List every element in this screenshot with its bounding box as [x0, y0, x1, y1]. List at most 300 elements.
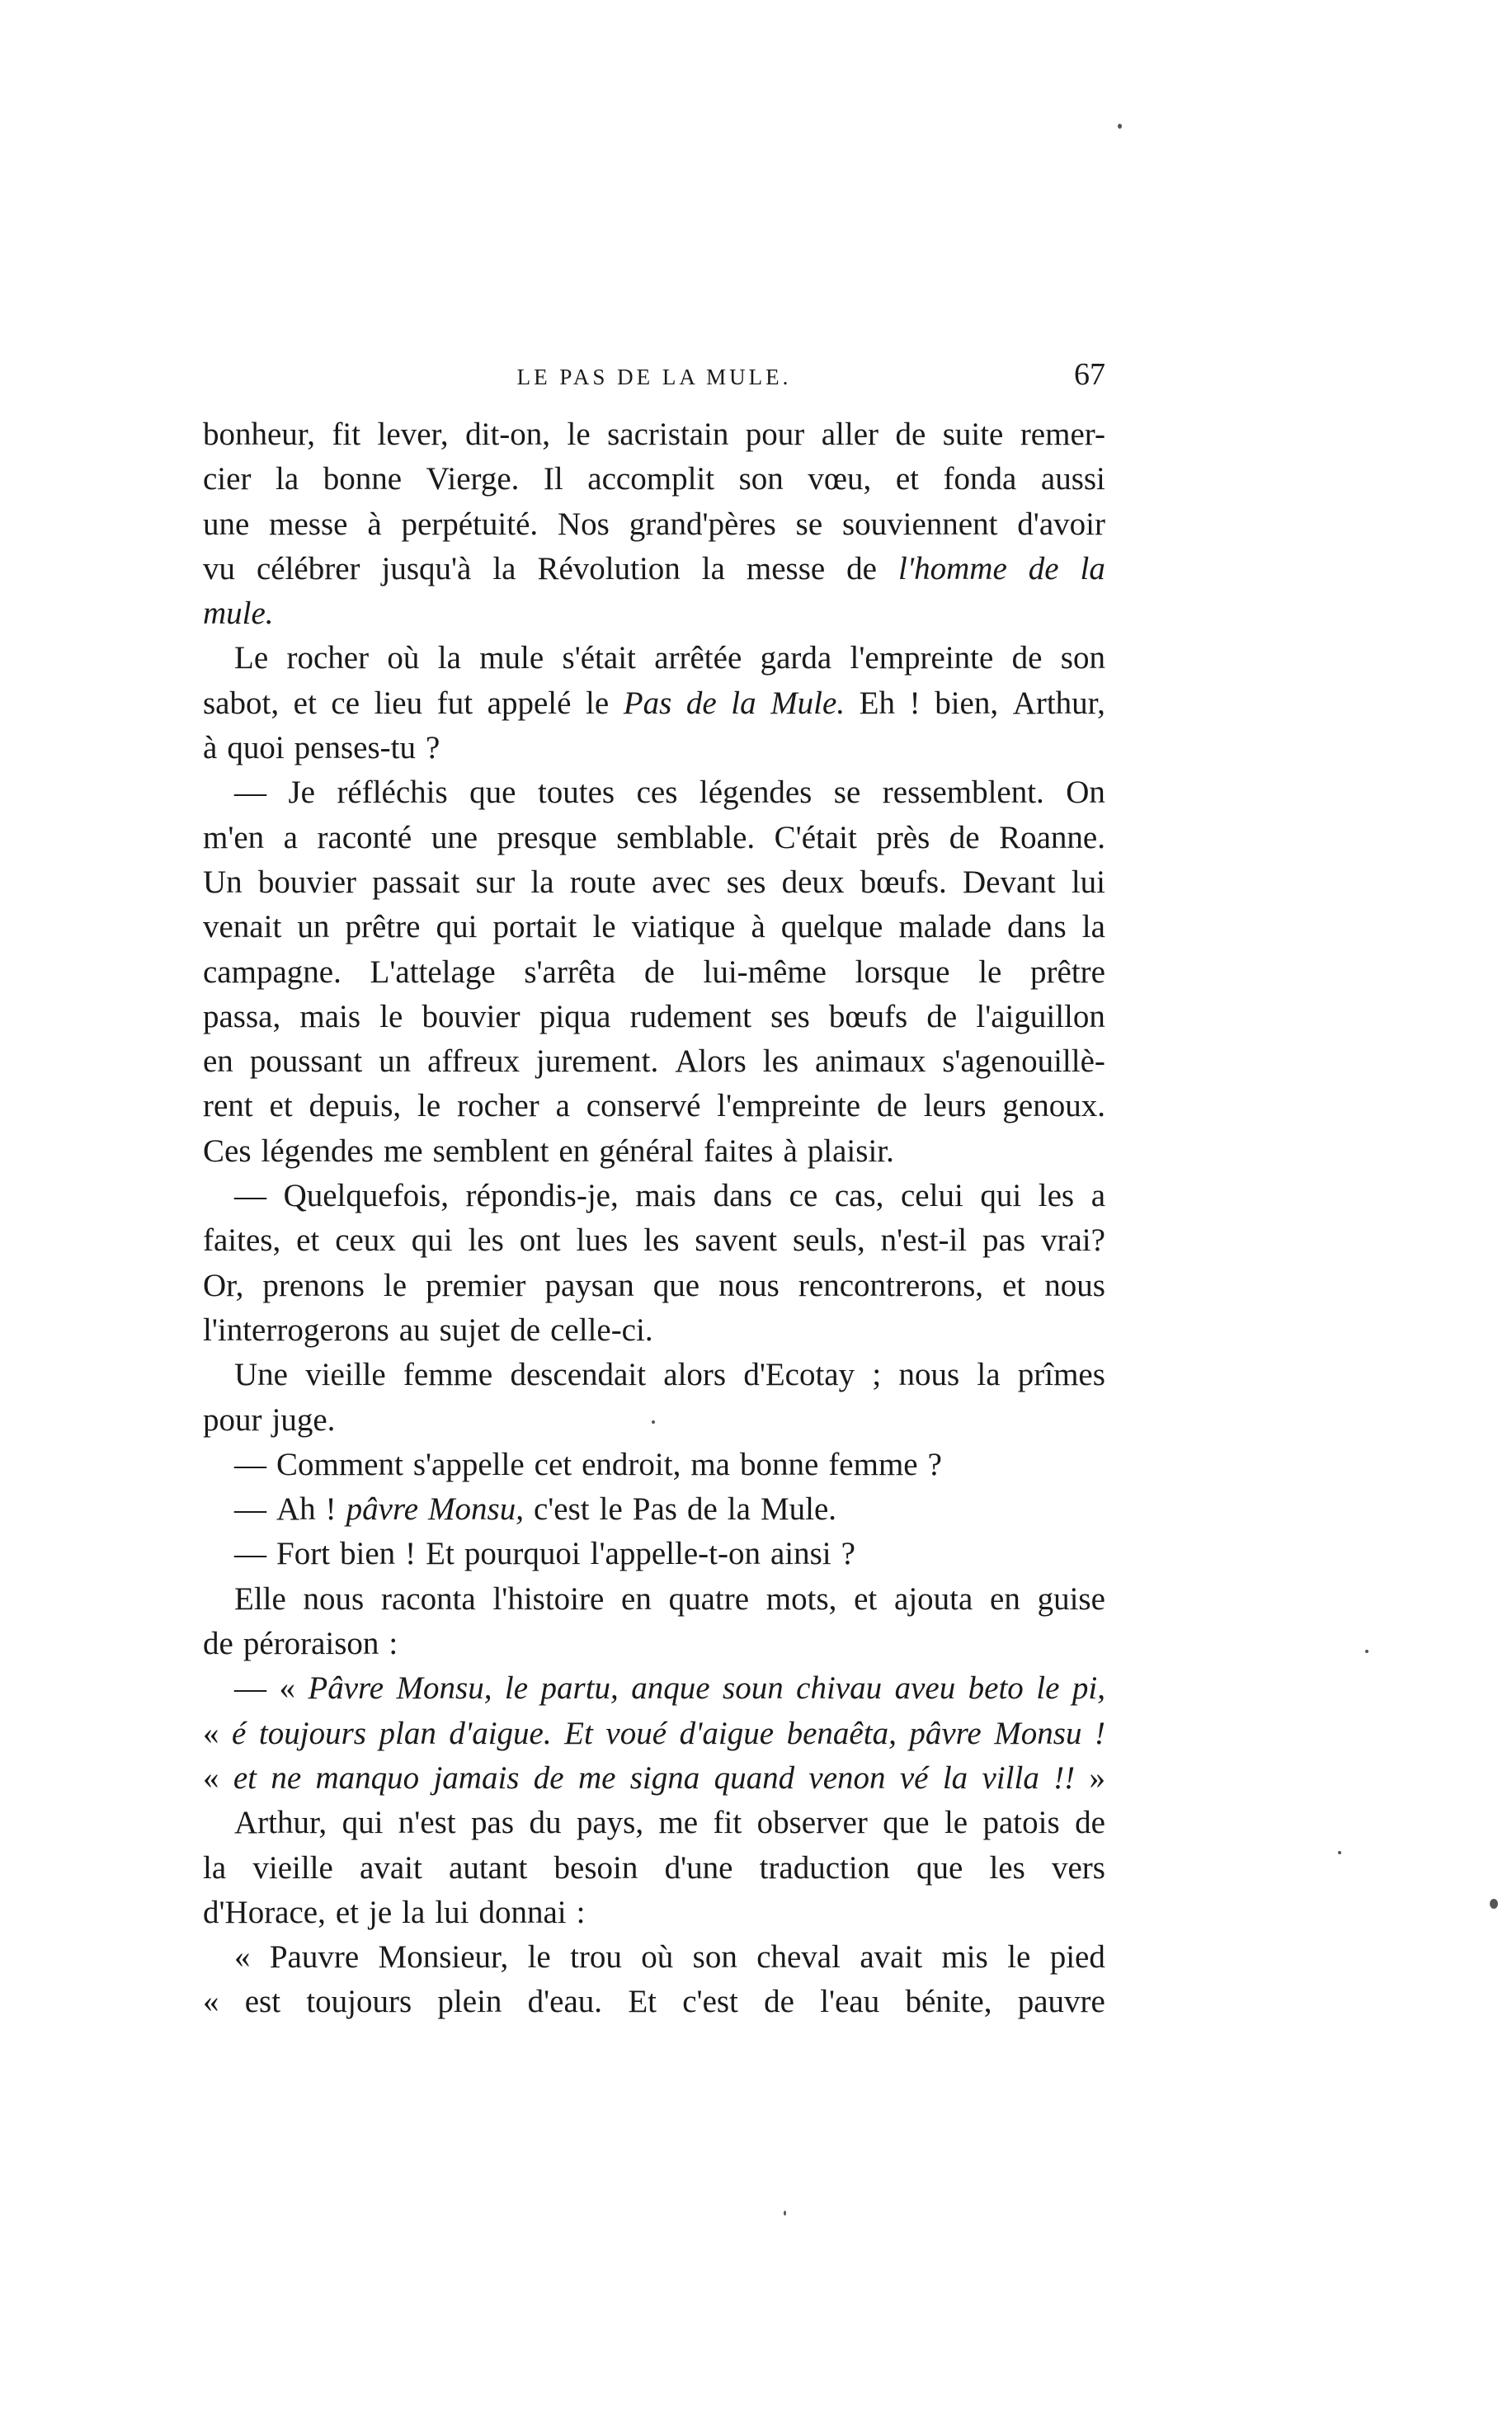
word: mis — [941, 1939, 988, 1976]
word: avait — [360, 1849, 422, 1886]
word: bonheur, — [203, 417, 315, 452]
word: le — [417, 1088, 441, 1124]
word: Et — [426, 1536, 455, 1572]
word: près — [876, 819, 930, 855]
word: m'en — [203, 819, 265, 855]
word: benaêta, — [786, 1715, 897, 1751]
word: appelé — [487, 685, 572, 721]
word: une — [431, 819, 478, 855]
word: l'empreinte — [717, 1088, 861, 1124]
word: toujours — [306, 1984, 412, 2020]
text-line — [203, 1039, 1105, 1084]
word: nous — [898, 1357, 960, 1393]
word: venon — [808, 1759, 886, 1796]
word: ressemblent. — [882, 775, 1044, 811]
word: l'empreinte — [850, 640, 994, 676]
word: à — [367, 506, 382, 542]
word: je — [369, 1894, 393, 1930]
word: Roanne. — [999, 819, 1105, 855]
word: de — [895, 417, 926, 452]
word: On — [1066, 775, 1105, 811]
text-line — [203, 1801, 1105, 1845]
word: arrêtée — [654, 640, 742, 676]
word: Elle — [234, 1580, 286, 1617]
word: messe — [269, 506, 348, 542]
word: alors — [663, 1357, 727, 1393]
word: Et — [628, 1984, 657, 2020]
word: — — [234, 1491, 266, 1528]
word: depuis, — [309, 1088, 402, 1124]
word: lui — [435, 1894, 469, 1930]
word: Arthur, — [234, 1805, 327, 1841]
text-line — [203, 950, 1105, 995]
word: garda — [760, 640, 832, 676]
word: rent — [203, 1088, 253, 1124]
word: Or, — [203, 1267, 244, 1303]
word: Le — [234, 640, 269, 676]
word: prêtre — [1030, 954, 1105, 990]
word: mais — [299, 998, 361, 1034]
word: qui — [411, 1222, 453, 1259]
word: de — [846, 550, 877, 586]
word: la — [437, 640, 461, 676]
word: bouvier — [422, 998, 520, 1034]
word: jurement. — [535, 1043, 659, 1080]
word: c'est — [682, 1984, 738, 2020]
word: le — [1036, 1670, 1060, 1707]
word: ces — [636, 775, 678, 811]
word: le — [944, 1805, 968, 1841]
word: vieille — [252, 1849, 333, 1886]
word: faites, — [203, 1222, 281, 1259]
word: » — [1089, 1759, 1105, 1796]
word: Pas — [632, 1491, 677, 1528]
word: anque — [631, 1670, 710, 1707]
word: que — [469, 775, 516, 811]
word: de — [510, 1312, 541, 1348]
word: lui — [1071, 864, 1105, 900]
text-line — [203, 1846, 1105, 1891]
word: ; — [872, 1357, 882, 1393]
word: de — [1075, 1805, 1105, 1841]
word: accomplit — [587, 461, 715, 497]
word: c'est — [533, 1491, 590, 1528]
word: ! — [909, 685, 921, 721]
word: descendait — [510, 1357, 647, 1393]
word: du — [529, 1805, 562, 1841]
word: voué — [605, 1715, 667, 1751]
word: vu — [203, 550, 235, 586]
word: venait — [203, 909, 282, 945]
word: route — [569, 864, 636, 900]
word: prîmes — [1017, 1357, 1105, 1393]
word: le — [567, 417, 591, 452]
word: remer- — [1020, 417, 1105, 452]
word: perpétuité. — [401, 506, 539, 542]
word: deux — [781, 864, 845, 900]
word: son — [1060, 640, 1105, 676]
word: soun — [723, 1670, 784, 1707]
word: en — [990, 1580, 1020, 1617]
word: ce — [331, 685, 360, 721]
word: a — [1090, 1178, 1105, 1214]
body-text — [203, 412, 1105, 2025]
word: en — [203, 1043, 233, 1080]
word: fut — [436, 685, 473, 721]
word: femme — [828, 1446, 918, 1482]
word: grand'pères — [629, 506, 776, 542]
word: aller — [821, 417, 879, 452]
word: presque — [497, 819, 597, 855]
word: Et — [564, 1715, 593, 1751]
word: ? — [425, 730, 440, 766]
word: dans — [713, 1178, 773, 1214]
word: s'agenouillè- — [942, 1043, 1105, 1080]
word: bonne — [323, 461, 403, 497]
text-line — [203, 1712, 1105, 1756]
word: fonda — [943, 461, 1017, 497]
word: Révolution — [537, 550, 681, 586]
word: passa, — [203, 998, 281, 1034]
word: affreux — [427, 1043, 520, 1080]
word: le — [586, 685, 610, 721]
word: pâvre — [346, 1491, 419, 1528]
word: l'interrogerons — [203, 1312, 389, 1348]
word: — — [234, 1536, 266, 1572]
text-line — [203, 816, 1105, 860]
word: messe — [746, 550, 826, 586]
word: C'était — [774, 819, 857, 855]
word: la — [942, 1759, 968, 1796]
text-line — [203, 726, 1105, 770]
running-title: LE PAS DE LA MULE. — [516, 365, 792, 389]
word: Vierge. — [426, 461, 520, 497]
word: faites — [704, 1133, 774, 1169]
word: aveu — [894, 1670, 956, 1707]
word: plein — [437, 1984, 502, 2020]
word: bien, — [935, 685, 999, 721]
text-line — [203, 1084, 1105, 1128]
word: — — [234, 1446, 266, 1482]
word: Ces — [203, 1133, 252, 1169]
word: et — [854, 1580, 878, 1617]
word: ont — [519, 1222, 561, 1259]
word: campagne. — [203, 954, 341, 990]
word: le — [504, 1670, 529, 1707]
text-line — [203, 591, 1105, 636]
word: ? — [841, 1536, 855, 1572]
word: « — [203, 1715, 219, 1751]
word: la — [727, 1491, 751, 1528]
word: vœu, — [808, 461, 872, 497]
word: « — [234, 1939, 251, 1976]
word: me — [577, 1759, 616, 1796]
word: celui — [900, 1178, 963, 1214]
text-line — [203, 1666, 1105, 1711]
word: besoin — [553, 1849, 638, 1886]
word: à — [751, 909, 765, 945]
word: nous — [718, 1267, 780, 1303]
word: fit — [713, 1805, 742, 1841]
word: d'une — [664, 1849, 733, 1886]
text-line — [203, 412, 1105, 457]
word: bœufs. — [860, 864, 947, 900]
word: pays, — [576, 1805, 644, 1841]
word: é — [232, 1715, 247, 1751]
word: endroit, — [582, 1446, 681, 1482]
word: que — [883, 1805, 930, 1841]
text-line — [203, 1264, 1105, 1308]
word: s'arrêta — [524, 954, 616, 990]
word: et — [895, 461, 919, 497]
word: qui — [341, 1805, 384, 1841]
word: me — [658, 1805, 699, 1841]
word: et — [335, 1894, 360, 1930]
word: piqua — [539, 998, 611, 1034]
text-line — [203, 1532, 1105, 1576]
word: Quelquefois, — [283, 1178, 449, 1214]
word: un — [379, 1043, 412, 1080]
word: de — [644, 954, 675, 990]
word: sabot, — [203, 685, 280, 721]
word: d'aigue — [679, 1715, 775, 1751]
word: lever, — [377, 417, 449, 452]
word: la — [1081, 909, 1105, 945]
word: Monsu, — [428, 1491, 524, 1528]
word: Monsu, — [396, 1670, 492, 1707]
word: ses — [726, 864, 766, 900]
word: bonne — [740, 1446, 819, 1482]
word: et — [269, 1088, 293, 1124]
text-line — [203, 1353, 1105, 1397]
word: : — [389, 1626, 398, 1662]
word: la — [203, 1849, 227, 1886]
word: le — [379, 998, 403, 1034]
word: vieille — [305, 1357, 386, 1393]
word: passait — [372, 864, 460, 900]
word: observer — [756, 1805, 868, 1841]
word: les — [1038, 1178, 1075, 1214]
word: paysan — [544, 1267, 634, 1303]
text-line — [203, 1174, 1105, 1218]
word: d'Horace, — [203, 1894, 326, 1930]
word: le — [1007, 1939, 1031, 1976]
word: bénite, — [905, 1984, 992, 2020]
word: n'est-il — [880, 1222, 968, 1259]
word: cheval — [756, 1939, 841, 1976]
word: que — [652, 1267, 700, 1303]
word: la — [402, 1894, 426, 1930]
word: général — [599, 1133, 694, 1169]
word: où — [641, 1939, 674, 1976]
word: une — [203, 506, 250, 542]
word: leurs — [923, 1088, 987, 1124]
word: l'aiguillon — [976, 998, 1105, 1034]
word: de — [949, 819, 980, 855]
word: le — [599, 1491, 623, 1528]
word: sacristain — [607, 417, 729, 452]
word: de — [533, 1759, 564, 1796]
word: raconté — [317, 819, 412, 855]
word: Il — [543, 461, 563, 497]
word: de — [686, 1491, 718, 1528]
page-number: 67 — [1074, 357, 1105, 392]
text-line — [203, 1308, 1105, 1353]
word: vé — [899, 1759, 929, 1796]
text-line — [203, 995, 1105, 1039]
word: l'histoire — [492, 1580, 605, 1617]
word: son — [738, 461, 784, 497]
text-line — [203, 860, 1105, 905]
word: ? — [927, 1446, 942, 1482]
word: n'est — [398, 1805, 456, 1841]
word: toutes — [537, 775, 615, 811]
word: péroraison — [243, 1626, 379, 1662]
word: lui-même — [703, 954, 827, 990]
text-line — [203, 1622, 1105, 1666]
word: répondis-je, — [465, 1178, 619, 1214]
word: me — [383, 1133, 423, 1169]
word: traduction — [759, 1849, 890, 1886]
word: s'était — [562, 640, 636, 676]
word: ce — [789, 1178, 818, 1214]
word: cier — [203, 461, 252, 497]
word: bien — [340, 1536, 396, 1572]
word: Devant — [962, 864, 1056, 900]
word: ! — [1095, 1715, 1105, 1751]
word: « — [203, 1984, 219, 2020]
word: L'attelage — [370, 954, 496, 990]
word: de — [876, 1088, 907, 1124]
word: celle-ci. — [550, 1312, 653, 1348]
word: partu, — [540, 1670, 619, 1707]
word: lues — [576, 1222, 629, 1259]
text-line — [203, 1756, 1105, 1801]
word: nous — [1044, 1267, 1105, 1303]
text-line — [203, 905, 1105, 949]
word: où — [387, 640, 420, 676]
word: prêtre — [345, 909, 421, 945]
word: Une — [234, 1357, 288, 1393]
word: Pas — [623, 685, 672, 721]
word: rudement — [629, 998, 751, 1034]
word: qui — [436, 909, 478, 945]
word: semblent — [432, 1133, 549, 1169]
word: pas — [471, 1805, 515, 1841]
word: se — [795, 506, 823, 542]
word: genoux. — [1002, 1088, 1105, 1124]
word: guise — [1037, 1580, 1105, 1617]
word: quelque — [780, 909, 883, 945]
word: la — [977, 1357, 1001, 1393]
word: Fort — [276, 1536, 331, 1572]
word: viatique — [631, 909, 736, 945]
word: juge. — [271, 1401, 336, 1438]
word: lorsque — [855, 954, 950, 990]
word: malade — [898, 909, 992, 945]
word: rocher — [286, 640, 370, 676]
word: Mule. — [770, 685, 845, 721]
word: la — [276, 461, 299, 497]
word: jamais — [433, 1759, 520, 1796]
word: de — [1011, 640, 1043, 676]
word: avait — [860, 1939, 923, 1976]
word: ! — [405, 1536, 417, 1572]
word: en — [558, 1133, 590, 1169]
word: raconta — [380, 1580, 476, 1617]
word: pour — [203, 1401, 262, 1438]
word: prenons — [262, 1267, 365, 1303]
word: — — [234, 1670, 266, 1707]
word: patois — [982, 1805, 1060, 1841]
word: et — [1002, 1267, 1026, 1303]
word: à — [783, 1133, 798, 1169]
text-line — [203, 1443, 1105, 1487]
word: qui — [980, 1178, 1022, 1214]
word: Monsieur, — [378, 1939, 509, 1976]
word: pauvre — [1017, 1984, 1105, 2020]
word: s'appelle — [412, 1446, 525, 1482]
word: son — [692, 1939, 737, 1976]
word: mais — [635, 1178, 696, 1214]
word: rencontrerons, — [798, 1267, 984, 1303]
word: légendes — [699, 775, 813, 811]
word: bouvier — [257, 864, 357, 900]
word: est — [244, 1984, 281, 2020]
word: pour — [745, 417, 805, 452]
word: d'avoir — [1017, 506, 1105, 542]
word: et — [233, 1759, 257, 1796]
word: a — [283, 819, 298, 855]
word: — — [234, 775, 266, 811]
word: : — [576, 1894, 586, 1930]
word: réfléchis — [337, 775, 448, 811]
word: pourquoi — [464, 1536, 581, 1572]
word: Arthur, — [1012, 685, 1105, 721]
word: plan — [379, 1715, 436, 1751]
word: a — [555, 1088, 570, 1124]
word: femme — [403, 1357, 493, 1393]
word: pas — [982, 1222, 1026, 1259]
word: et — [296, 1222, 320, 1259]
word: !! — [1053, 1759, 1076, 1796]
word: nous — [303, 1580, 365, 1617]
word: savent — [695, 1222, 778, 1259]
word: ma — [690, 1446, 730, 1482]
text-line — [203, 636, 1105, 681]
word: donnai — [478, 1894, 567, 1930]
word: — — [234, 1178, 266, 1214]
word: le — [383, 1267, 407, 1303]
word: Pauvre — [269, 1939, 360, 1976]
word: premier — [426, 1267, 526, 1303]
word: les — [643, 1222, 680, 1259]
word: cas, — [834, 1178, 884, 1214]
word: Monsu — [994, 1715, 1082, 1751]
word: quatre — [668, 1580, 750, 1617]
word: la — [492, 550, 516, 586]
word: mule — [479, 640, 544, 676]
word: pâvre — [909, 1715, 982, 1751]
word: signa — [629, 1759, 700, 1796]
word: de — [926, 998, 958, 1034]
word: sujet — [439, 1312, 501, 1348]
word: célébrer — [256, 550, 360, 586]
word: quoi — [227, 730, 285, 766]
word: Eh — [859, 685, 895, 721]
word: les — [762, 1043, 799, 1080]
word: la — [701, 550, 725, 586]
